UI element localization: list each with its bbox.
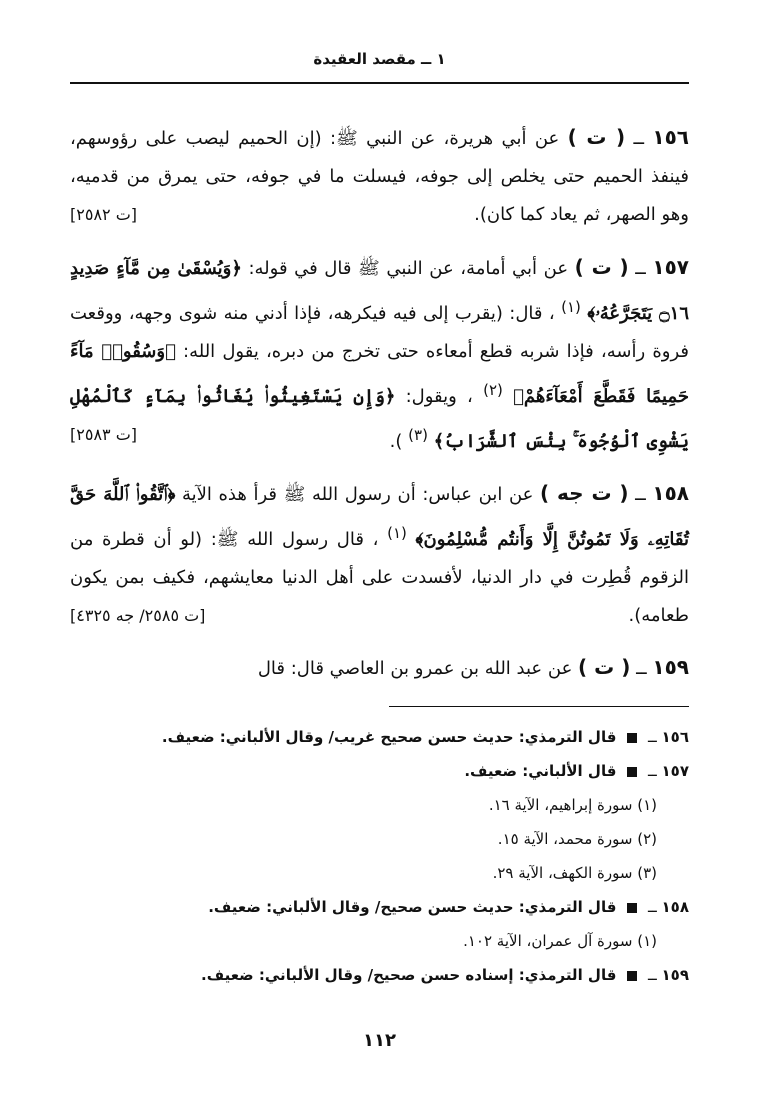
hadith-156: ١٥٦ ــ ( ت ) عن أبي هريرة، عن النبي ﷺ: (إن الحميم ليصب على رؤوسهم، فينفذ الحميم حتى يخلص إلى جوفه، فيسلت ما في جوفه، حتى يمرق من قدميه، وهو الصهر، ثم يعاد كما كان). [ت ٢٥٨٢] [70, 118, 689, 234]
footnote-sub: (٢) سورة محمد، الآية ١٥. [497, 830, 657, 848]
footnotes [70, 720, 689, 992]
footnote-156: ١٥٦ ــ قال الترمذي: حديث حسن صحيح غريب/ وقال الألباني: ضعيف. [70, 720, 689, 754]
footnote-number: ١٥٩ [661, 966, 689, 984]
hadith-intro: عن ابن عباس: أن رسول الله ﷺ قرأ هذه الآية [175, 484, 534, 505]
footnote-text: قال الترمذي: إسناده حسن صحيح/ وقال الألباني: ضعيف. [201, 966, 617, 984]
hadith-text: (إن الحميم ليصب على رؤوسهم، فينفذ الحميم حتى يخلص إلى جوفه، فيسلت ما في جوفه، حتى يمرق من قدميه، وهو الصهر، ثم يعاد كما كان). [70, 128, 689, 225]
quran-verse: ﴿وَسُقُوا۟ مَآءً حَمِيمًا فَقَطَّعَ أَمْعَآءَهُمْ﴾ [70, 341, 689, 407]
square-bullet-icon [627, 767, 637, 777]
footnote-divider [389, 706, 689, 707]
quran-verse: ﴿وَيُسْقَىٰ مِن مَّآءٍ صَدِيدٍ ۝١٦ يَتَجَرَّعُهُۥ﴾ [70, 258, 690, 324]
hadith-number: ١٥٩ [652, 655, 689, 679]
hadith-intro: عن أبي أمامة، عن النبي ﷺ قال في قوله: [241, 258, 569, 279]
running-header: ١ ــ مقصد العقيدة [313, 50, 446, 68]
footnote-number: ١٥٨ [661, 898, 689, 916]
footnote-sub: (١) سورة آل عمران، الآية ١٠٢. [463, 932, 657, 950]
footnote-number: ١٥٦ [661, 728, 689, 746]
page-number: ١١٢ [363, 1030, 396, 1051]
hadith-text: ). [389, 431, 403, 452]
footnote-marker: (٢) [483, 381, 503, 399]
footnote-157: ١٥٧ ــ قال الألباني: ضعيف. [70, 754, 689, 788]
footnote-sub: (١) سورة إبراهيم، الآية ١٦. [488, 796, 657, 814]
quran-verse: ﴿وَإِن يَسْتَغِيثُوا۟ يُغَاثُوا۟ بِمَآءٍ كَٱلْمُهْلِ يَشْوِى ٱلْوُجُوهَ ۚ بِئْسَ ٱلشَّرَابُ﴾ [70, 386, 689, 452]
hadith-159: ١٥٩ ــ ( ت ) عن عبد الله بن عمرو بن العاصي قال: قال [257, 655, 689, 679]
hadith-text: ، قال: (يقرب إلى فيه فيكرهه، فإذا أدني منه شوى وجهه، ووقعت فروة رأسه، فإذا شربه قطع أمعاءه حتى تخرج من دبره، يقول الله: [70, 303, 689, 362]
header-divider [70, 82, 689, 84]
hadith-source: ( ت ) [567, 125, 626, 149]
footnote-text: قال الألباني: ضعيف. [464, 762, 617, 780]
square-bullet-icon [627, 903, 637, 913]
hadith-number: ١٥٧ [652, 255, 689, 279]
footnote-text: قال الترمذي: حديث حسن صحيح غريب/ وقال الألباني: ضعيف. [161, 728, 617, 746]
hadith-text: ، ويقول: [395, 386, 473, 407]
quran-verse: ﴿ٱتَّقُوا۟ ٱللَّهَ حَقَّ تُقَاتِهِۦ وَلَا تَمُوتُنَّ إِلَّا وَأَنتُم مُّسْلِمُونَ﴾ [70, 484, 689, 550]
footnote-marker: (٣) [408, 426, 428, 444]
footnote-159: ١٥٩ ــ قال الترمذي: إسناده حسن صحيح/ وقال الألباني: ضعيف. [70, 958, 689, 992]
hadith-source: ( ت ) [574, 255, 629, 279]
footnote-sub: (٣) سورة الكهف، الآية ٢٩. [492, 864, 657, 882]
square-bullet-icon [627, 971, 637, 981]
hadith-intro: عن أبي هريرة، عن النبي ﷺ: [321, 128, 560, 149]
hadith-source: ( ت ) [578, 655, 631, 679]
hadith-reference: [ت ٢٥٨٥/ جه ٤٣٢٥] [70, 606, 206, 625]
square-bullet-icon [627, 733, 637, 743]
hadith-source: ( ت جه ) [540, 481, 629, 505]
hadith-157: ١٥٧ ــ ( ت ) عن أبي أمامة، عن النبي ﷺ قال في قوله: ﴿وَيُسْقَىٰ مِن مَّآءٍ صَدِيدٍ ۝١٦ يَتَجَرَّعُهُۥ﴾ $^{(١)}$ ، قال: (يقرب إلى فيه فيكرهه، فإذا أدني منه شوى وجهه، ووقعت فروة رأسه، فإذا شربه قطع أمعاءه حتى تخرج من دبره، يقول الله: ﴿وَسُقُوا۟ مَآءً حَمِيمًا فَقَطَّعَ أَمْعَآءَهُمْ﴾ $^{(٢)}$ ، ويقول: ﴿وَإِن يَسْتَغِيثُوا۟ يُغَاثُوا۟ بِمَآءٍ كَٱلْمُهْلِ يَشْوِى ٱلْوُجُوهَ ۚ بِئْسَ ٱلشَّرَابُ﴾ $^{(٣)}$ ). [ت ٢٥٨٣] [70, 255, 690, 452]
footnote-number: ١٥٧ [661, 762, 689, 780]
footnote-158: ١٥٨ ــ قال الترمذي: حديث حسن صحيح/ وقال الألباني: ضعيف. [70, 890, 689, 924]
hadith-number: ١٥٨ [652, 481, 689, 505]
hadith-reference: [ت ٢٥٨٢] [70, 205, 138, 224]
hadith-reference: [ت ٢٥٨٣] [70, 425, 138, 444]
hadith-number: ١٥٦ [652, 125, 690, 149]
footnote-marker: (١) [387, 524, 407, 542]
hadith-intro: عن عبد الله بن عمرو بن العاصي قال: قال [257, 658, 573, 679]
footnote-marker: (١) [561, 298, 581, 316]
hadith-158: ١٥٨ ــ ( ت جه ) عن ابن عباس: أن رسول الله ﷺ قرأ هذه الآية ﴿ٱتَّقُوا۟ ٱللَّهَ حَقَّ تُقَاتِهِۦ وَلَا تَمُوتُنَّ إِلَّا وَأَنتُم مُّسْلِمُونَ﴾ $^{(١)}$ ، قال رسول الله ﷺ: (لو أن قطرة من الزقوم قُطِرت في دار الدنيا، لأفسدت على أهل الدنيا معايشهم، فكيف بمن يكون طعامه). [ت ٢٥٨٥/ جه ٤٣٢٥] [70, 474, 689, 635]
footnote-text: قال الترمذي: حديث حسن صحيح/ وقال الألباني: ضعيف. [208, 898, 617, 916]
hadith-text: ، قال رسول الله ﷺ: (لو أن قطرة من الزقوم قُطِرت في دار الدنيا، لأفسدت على أهل الدنيا معايشهم، فكيف بمن يكون طعامه). [70, 529, 689, 626]
